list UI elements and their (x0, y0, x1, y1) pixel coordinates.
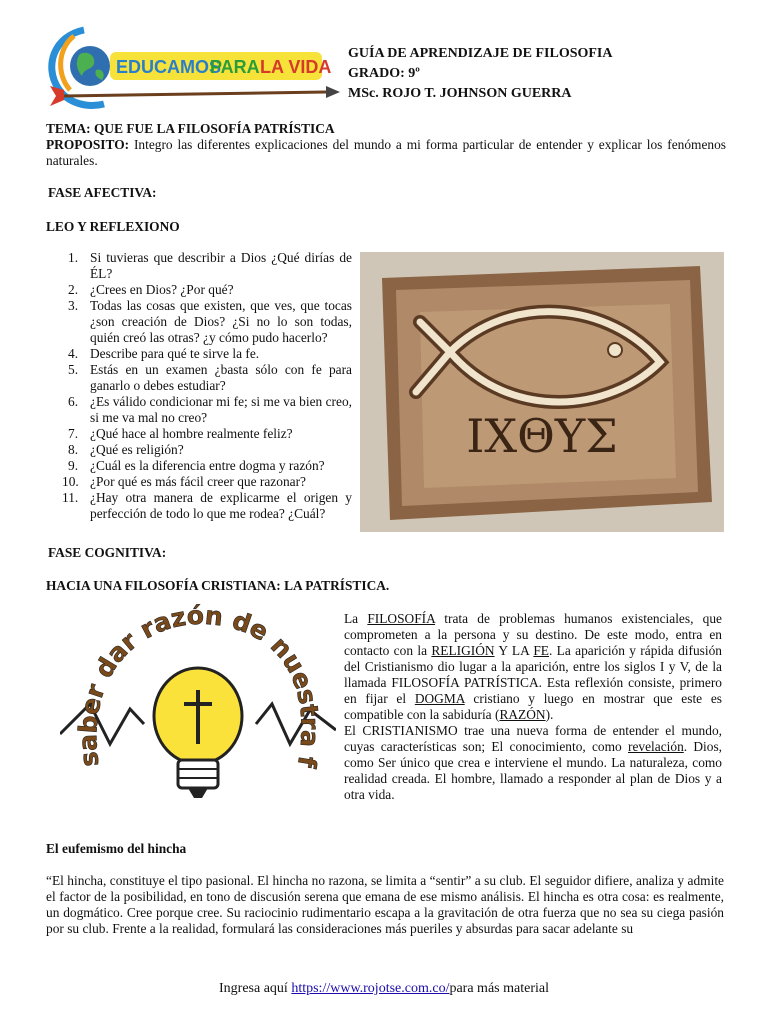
list-item-text: ¿Cuál es la diferencia entre dogma y razón? (90, 458, 325, 473)
term-dogma: DOGMA (414, 691, 465, 706)
list-item-number: 5. (68, 362, 79, 377)
list-item-number: 8. (68, 442, 79, 457)
list-item (52, 282, 352, 298)
educamos-para-la-vida-logo (44, 26, 340, 110)
list-item-number: 6. (68, 394, 79, 409)
footer-suffix: para más material (449, 981, 549, 996)
ichthys-stone-image (360, 252, 724, 532)
term-filosofia: FILOSOFÍA (367, 611, 436, 626)
grade-line: GRADO: 9º (348, 66, 420, 81)
logo-text-la-vida: LA VIDA (260, 57, 332, 77)
list-item-text: ¿Es válido condicionar mi fe; si me va bien creo, si me va mal no creo? (90, 394, 352, 425)
proposito-text: Integro las diferentes explicaciones del mundo a mi forma particular de entender y explicar los fenómenos naturales. (46, 137, 726, 168)
eufemismo-heading: El eufemismo del hincha (46, 841, 187, 856)
list-item (52, 298, 352, 346)
patristica-paragraph-1: La FILOSOFÍA trata de problemas humanos existenciales, que comprometen a la persona y su destino. De este modo, entra en contacto con la RELIGIÓN Y LA FE. La aparición y rápida difusión del Cristianismo dio lugar a la aparición, entre los siglos I y V, de la llamada FILOSOFÍA PATRÍSTICA. Esta reflexión consiste, primero en fijar el DOGMA cristiano y luego en mostrar que este es compatible con la sabiduría (RAZÓN). (344, 611, 722, 722)
list-item-text: ¿Por qué es más fácil creer que razonar? (90, 474, 306, 489)
list-item (52, 250, 352, 282)
list-item-number: 4. (68, 346, 79, 361)
list-item-number: 7. (68, 426, 79, 441)
proposito-paragraph (46, 137, 726, 169)
list-item (52, 458, 352, 474)
list-item-number: 9. (68, 458, 79, 473)
term-religion: RELIGIÓN (431, 643, 495, 658)
patristica-paragraphs (344, 611, 722, 803)
term-revelacion: revelación (628, 739, 684, 754)
leo-reflexiono-heading: LEO Y REFLEXIONO (46, 219, 180, 234)
tema-title: TEMA: QUE FUE LA FILOSOFÍA PATRÍSTICA (46, 121, 335, 136)
list-item-text: ¿Hay otra manera de explicarme el origen y perfección de todo lo que me rodea? ¿Cuál? (90, 490, 352, 521)
proposito-label: PROPOSITO: (46, 137, 130, 152)
list-item-number: 11. (62, 490, 79, 505)
list-item-text: ¿Qué hace al hombre realmente feliz? (90, 426, 293, 441)
list-item-text: ¿Qué es religión? (90, 442, 184, 457)
list-item-number: 1. (68, 250, 79, 265)
list-item-number: 2. (68, 282, 79, 297)
question-list (52, 250, 352, 522)
list-item (52, 474, 352, 490)
list-item-number: 3. (68, 298, 79, 313)
logo-text-para: PARA (210, 57, 260, 77)
patristica-paragraph-2: El CRISTIANISMO trae una nueva forma de entender el mundo, cuyas características son; El conocimiento, como revelación. Dios, como Ser único que crea e interviene el mundo. La naturaleza, como realidad creada. El hombre, llamado a responder al plan de Dios y a otra vida. (344, 723, 723, 802)
list-item (52, 442, 352, 458)
ichthys-text: ΙΧΘΥΣ (466, 409, 618, 463)
footer-prefix: Ingresa aquí (219, 981, 292, 996)
fase-cognitiva-heading: FASE COGNITIVA: (48, 545, 167, 560)
list-item (52, 490, 352, 522)
list-item-text: ¿Crees en Dios? ¿Por qué? (90, 282, 234, 297)
list-item-text: Todas las cosas que existen, que ves, que tocas ¿son creación de Dios? ¿Si no lo son todas, quién creó las otras? ¿y cómo pudo hacerlo? (90, 298, 352, 345)
fase-afectiva-heading: FASE AFECTIVA: (48, 185, 157, 200)
guide-title: GUÍA DE APRENDIZAJE DE FILOSOFIA (348, 46, 613, 61)
list-item-text: Estás en un examen ¿basta sólo con fe para ganarlo o debes estudiar? (90, 362, 352, 393)
guide-header (348, 44, 728, 104)
list-item-number: 10. (62, 474, 79, 489)
list-item-text: Describe para qué te sirve la fe. (90, 346, 260, 361)
term-fe: FE (533, 643, 549, 658)
term-razon: RAZÓN (499, 707, 546, 722)
list-item (52, 426, 352, 442)
website-link[interactable]: https://www.rojotse.com.co/ (291, 981, 450, 996)
razon-image-caption: saber dar razón de nuestra f (73, 604, 325, 770)
eufemismo-paragraph: “El hincha, constituye el tipo pasional. El hincha no razona, se limita a “sentir” a su club. El seguidor difiere, analiza y admite el factor de la posibilidad, en tono de discusión serena que emana de ese mismo análisis. El hincha es otra cosa: es realmente, un dogmático. Cree porque cree. Su raciocinio rudimentario escapa a la gravitación de otra fuerza que no sea su ciega pasión por su club. Frente a la realidad, formulará las consideraciones más pueriles y absurdas para sacar adelante su (46, 873, 724, 936)
patristica-heading: HACIA UNA FILOSOFÍA CRISTIANA: LA PATRÍSTICA. (46, 578, 390, 593)
razon-lightbulb-image (60, 604, 336, 814)
list-item (52, 346, 352, 362)
list-item (52, 394, 352, 426)
list-item-text: Si tuvieras que describir a Dios ¿Qué dirías de ÉL? (90, 250, 352, 281)
teacher-name: MSc. ROJO T. JOHNSON GUERRA (348, 86, 572, 101)
logo-text-educamos: EDUCAMOS (116, 57, 222, 77)
list-item (52, 362, 352, 394)
footer (0, 981, 768, 997)
